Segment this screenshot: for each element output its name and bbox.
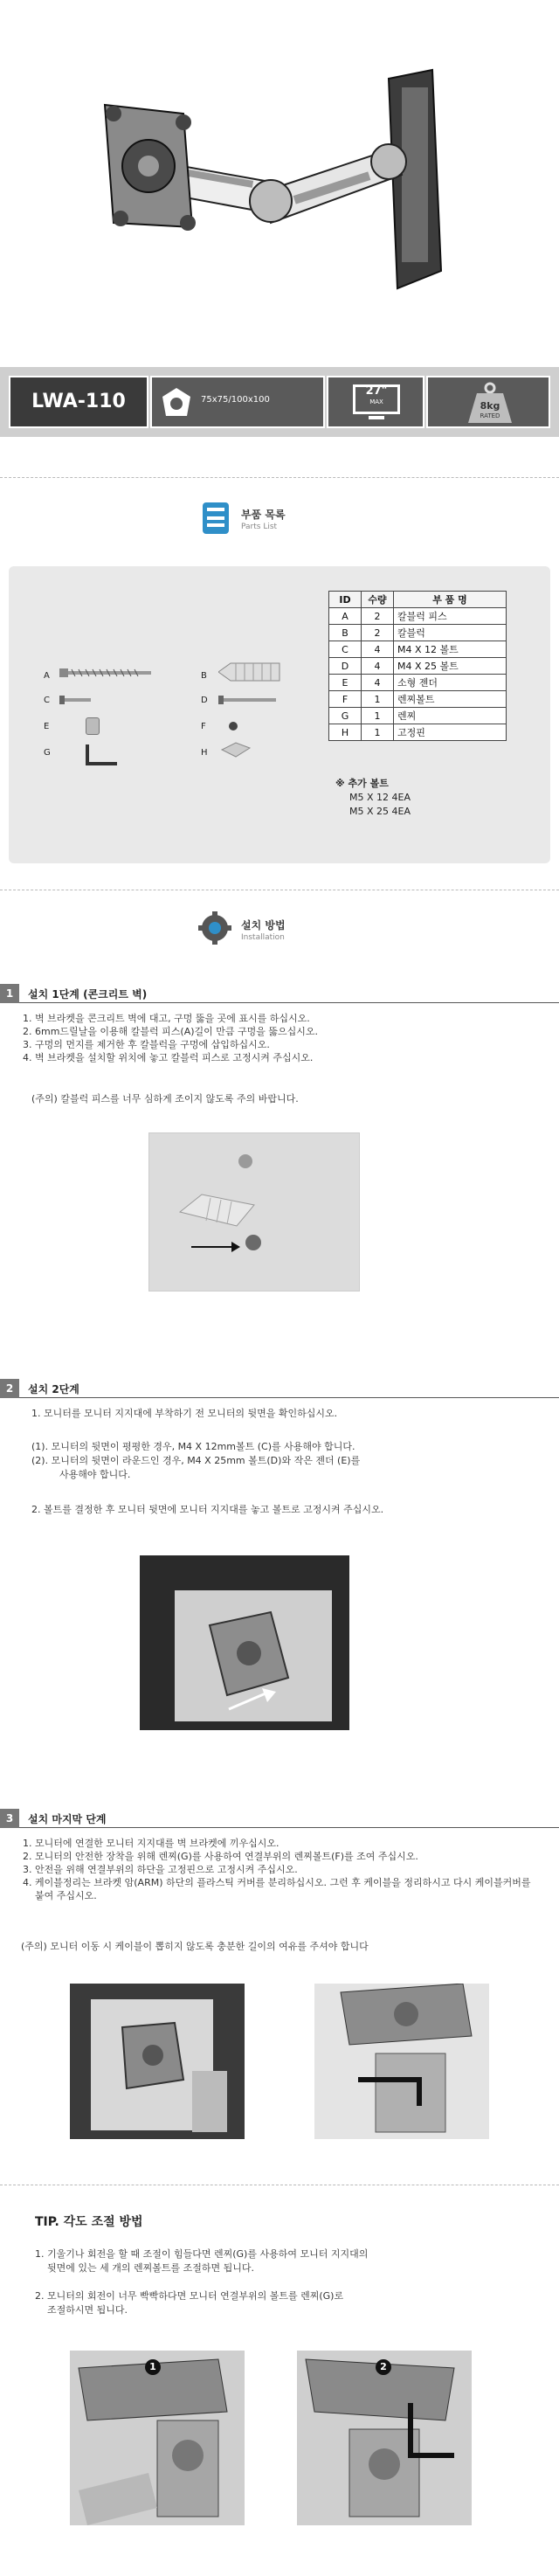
- table-header-row: [329, 592, 507, 608]
- table-row: [329, 691, 507, 708]
- install-title: 설치 방법: [241, 919, 286, 931]
- table-row: [329, 708, 507, 724]
- row-qty: 1: [362, 691, 394, 708]
- extra-bolts-line2: M5 X 25 4EA: [349, 806, 411, 817]
- vesa-box: [150, 376, 325, 428]
- monitor-stand: [369, 416, 384, 419]
- bolt-long-icon: [218, 695, 280, 705]
- table-row: [329, 658, 507, 675]
- tip-p2: 2. 모니터의 회전이 너무 빡빡하다면 모니터 연결부위의 볼트를 렌찌(G)로: [35, 2290, 344, 2302]
- step1-rule: [19, 1002, 559, 1003]
- row-id: B: [329, 625, 362, 641]
- anchor-insert-icon: [176, 1186, 272, 1229]
- drill-hole-upper: [238, 1154, 252, 1168]
- step1-instructions: [21, 1012, 536, 1064]
- screen-size-box: [327, 376, 424, 428]
- step3-photo-right: [314, 1984, 489, 2139]
- row-id: A: [329, 608, 362, 625]
- product-illustration: [87, 52, 472, 315]
- list-item: 3. 구멍의 먼지를 제거한 후 칼블럭을 구멍에 삽입하십시오.: [35, 1038, 536, 1051]
- table-row: [329, 724, 507, 741]
- part-label-b: B: [201, 671, 207, 681]
- extra-bolts-title: ※ 추가 볼트: [335, 778, 389, 789]
- list-item: 4. 벽 브라켓을 설치할 위치에 놓고 칼블럭 피스로 고정시켜 주십시오.: [35, 1051, 536, 1064]
- table-row: [329, 608, 507, 625]
- tip-title: TIP. 각도 조절 방법: [35, 2215, 143, 2229]
- step2-p4: 2. 볼트를 결정한 후 모니터 뒷면에 모니터 지지대를 놓고 볼트로 고정시켜 주십시오.: [31, 1504, 384, 1515]
- joint-illustration: [70, 2351, 245, 2525]
- screen-size-max-label: MAX: [369, 398, 383, 405]
- row-name: 고정핀: [394, 724, 507, 741]
- row-id: H: [329, 724, 362, 741]
- row-id: G: [329, 708, 362, 724]
- step3-header: [0, 1809, 559, 1828]
- parts-subtitle: Parts List: [241, 523, 278, 531]
- step3-photo-left: [70, 1984, 245, 2139]
- step3-number: 3: [0, 1809, 19, 1828]
- row-name: 렌찌볼트: [394, 691, 507, 708]
- row-name: 소형 젠더: [394, 675, 507, 691]
- vesa-plate-icon: [114, 2019, 192, 2097]
- bolt-short-icon: [59, 695, 94, 705]
- tip-photo-1: [70, 2351, 245, 2525]
- row-name: M4 X 25 볼트: [394, 658, 507, 675]
- table-row: [329, 675, 507, 691]
- row-qty: 2: [362, 625, 394, 641]
- col-id: ID: [329, 592, 362, 608]
- tip-photo-2: [297, 2351, 472, 2525]
- parts-table-wrap: [328, 591, 507, 741]
- step2-p3b: 사용해야 합니다.: [59, 1469, 131, 1480]
- tip-badge-1: 1: [145, 2359, 161, 2375]
- divider: [0, 477, 559, 478]
- tip-badge-2: 2: [376, 2359, 391, 2375]
- row-id: C: [329, 641, 362, 658]
- parts-title: 부품 목록: [241, 509, 286, 521]
- weight-rated: RATED: [480, 412, 500, 419]
- step2-p3: (2). 모니터의 뒷면이 라운드인 경우, M4 X 25mm 볼트(D)와 작은 젠더 (E)를: [31, 1455, 361, 1466]
- row-qty: 4: [362, 641, 394, 658]
- part-label-e: E: [44, 722, 50, 731]
- step2-p2: (1). 모니터의 뒷면이 평평한 경우, M4 X 12mm볼트 (C)를 사용해야 합니다.: [31, 1441, 355, 1452]
- row-name: 칼블럭: [394, 625, 507, 641]
- step2-rule: [19, 1397, 559, 1398]
- step2-title: 설치 2단계: [28, 1383, 79, 1395]
- tip-p1b: 뒷면에 있는 세 개의 렌찌볼트를 조절하면 됩니다.: [47, 2262, 254, 2274]
- step1-title: 설치 1단계 (콘크리트 벽): [28, 988, 148, 1001]
- install-subtitle: Installation: [241, 933, 285, 942]
- row-id: F: [329, 691, 362, 708]
- part-label-a: A: [44, 671, 50, 681]
- drill-hole-lower: [245, 1235, 261, 1250]
- part-label-h: H: [201, 748, 208, 758]
- list-item: 1. 벽 브라켓을 콘크리트 벽에 대고, 구멍 뚫을 곳에 표시를 하십시오.: [35, 1012, 536, 1025]
- list-item: 3. 안전을 위해 연결부위의 하단을 고정핀으로 고정시켜 주십시오.: [35, 1863, 536, 1876]
- list-item: 4. 케이블정리는 브라켓 암(ARM) 하단의 플라스틱 커버를 분리하십시오. 그런 후 케이블을 정리하시고 다시 케이블커버를 붙여 주십시오.: [35, 1876, 536, 1902]
- vesa-size: 75x75/100x100: [201, 395, 270, 405]
- step2-photo: [140, 1555, 349, 1730]
- extra-bolts-line1: M5 X 12 4EA: [349, 792, 411, 803]
- step1-number: 1: [0, 984, 19, 1003]
- step3-note: (주의) 모니터 이동 시 케이블이 뽑히지 않도록 충분한 길이의 여유를 주셔야 합니다: [21, 1941, 369, 1952]
- hex-key-icon: [86, 743, 121, 769]
- table-row: [329, 625, 507, 641]
- table-row: [329, 641, 507, 658]
- list-item: 1. 모니터에 연결한 모니터 지지대를 벽 브라켓에 끼우십시오.: [35, 1837, 536, 1850]
- row-name: 칼블럭 피스: [394, 608, 507, 625]
- step1-photo: [148, 1132, 360, 1291]
- spacer-icon: [86, 717, 100, 735]
- model-box: [9, 376, 148, 428]
- row-qty: 4: [362, 658, 394, 675]
- row-name: M4 X 12 볼트: [394, 641, 507, 658]
- tip-p2b: 조절하시면 됩니다.: [47, 2304, 128, 2316]
- row-qty: 2: [362, 608, 394, 625]
- part-label-f: F: [201, 722, 206, 731]
- gear-icon: [197, 911, 232, 945]
- step2-p1: 1. 모니터를 모니터 지지대에 부착하기 전 모니터의 뒷면을 확인하십시오.: [31, 1408, 338, 1419]
- row-qty: 4: [362, 675, 394, 691]
- step2-header: [0, 1379, 559, 1398]
- screen-size-value: 27": [365, 384, 388, 398]
- col-qty: 수량: [362, 592, 394, 608]
- arrow-icon: [227, 1686, 280, 1713]
- part-label-c: C: [44, 696, 50, 705]
- list-item: 2. 모니터의 안전한 장착을 위해 렌찌(G)를 사용하여 연결부위의 렌찌볼트(F)를 조여 주십시오.: [35, 1850, 536, 1863]
- step3-rule: [19, 1827, 559, 1828]
- arrow-icon: [190, 1238, 242, 1256]
- parts-table: [328, 591, 507, 741]
- step3-instructions: [21, 1837, 536, 1902]
- parts-icon: [203, 502, 229, 534]
- weight-box: [426, 376, 550, 428]
- anchor-icon: [218, 661, 288, 683]
- wrench-bolt-icon: [229, 722, 238, 731]
- col-name: 부 품 명: [394, 592, 507, 608]
- list-item: 2. 6mm드릴날을 이용해 칼블럭 피스(A)길이 만큼 구멍을 뚫으십시오.: [35, 1025, 536, 1038]
- part-label-g: G: [44, 748, 51, 758]
- tip-p1: 1. 기울기나 회전을 할 때 조절이 힘들다면 렌찌(G)를 사용하여 모니터 지지대의: [35, 2248, 369, 2260]
- wrench-tighten-illustration: [323, 1984, 480, 2139]
- row-id: D: [329, 658, 362, 675]
- row-id: E: [329, 675, 362, 691]
- step1-note: (주의) 칼블럭 피스를 너무 심하게 조이지 않도록 주의 바랍니다.: [31, 1093, 299, 1104]
- row-qty: 1: [362, 724, 394, 741]
- step3-title: 설치 마지막 단계: [28, 1813, 107, 1825]
- row-name: 렌찌: [394, 708, 507, 724]
- arm-joint: [192, 2071, 227, 2132]
- step2-number: 2: [0, 1379, 19, 1398]
- vesa-icon: [161, 386, 192, 418]
- screw-icon: [59, 666, 155, 680]
- lock-pin-icon: [220, 739, 255, 760]
- weight-value: 8kg: [480, 400, 500, 412]
- step1-header: [0, 984, 559, 1003]
- model-name: LWA-110: [31, 391, 126, 412]
- row-qty: 1: [362, 708, 394, 724]
- part-label-d: D: [201, 696, 208, 705]
- wrench-joint-illustration: [297, 2351, 472, 2525]
